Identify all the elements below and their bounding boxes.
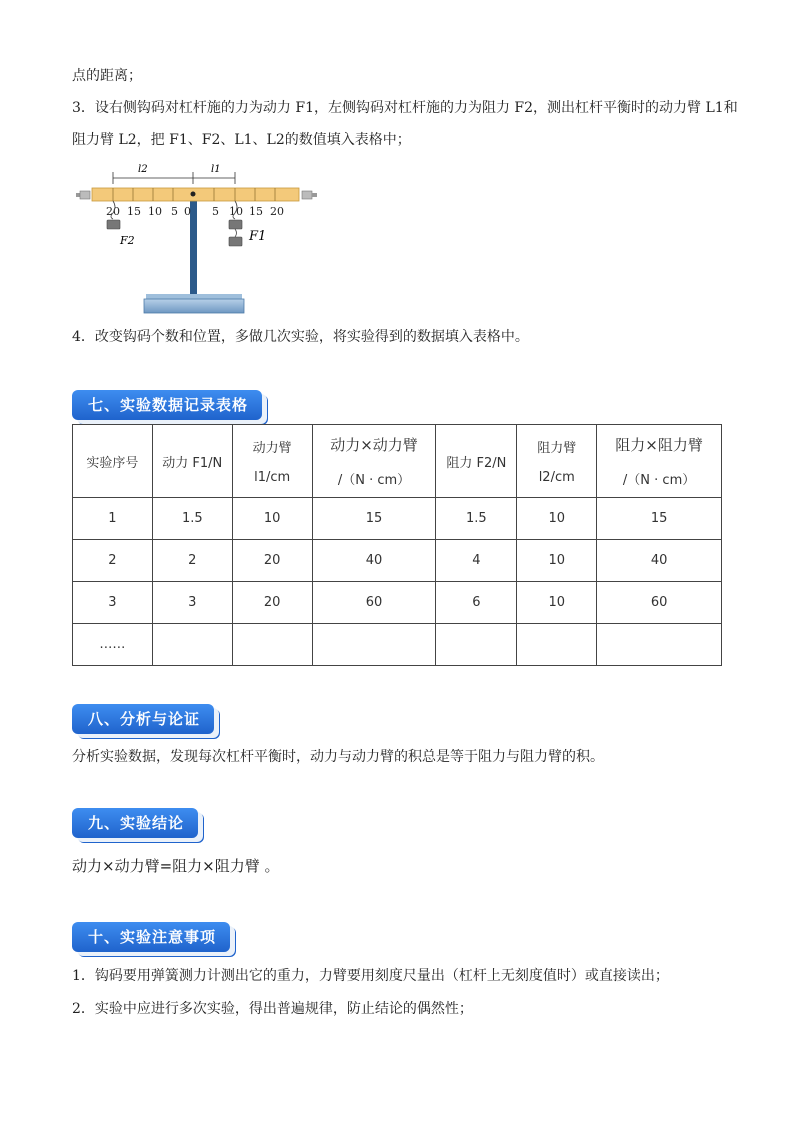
lever-beam bbox=[92, 188, 299, 201]
table-cell bbox=[312, 624, 436, 666]
conclusion-text: 动力×动力臂=阻力×阻力臂 。 bbox=[72, 857, 280, 875]
lever-apparatus-figure bbox=[72, 160, 332, 320]
left-nut bbox=[80, 191, 90, 199]
table-row bbox=[73, 498, 722, 540]
stand-pole bbox=[190, 190, 197, 294]
table-header-row bbox=[73, 425, 722, 498]
table-cell: 15 bbox=[597, 498, 722, 540]
label-l2: l2 bbox=[138, 164, 148, 175]
header-effort-force: 动力 F1/N bbox=[152, 425, 232, 498]
label-l1: l1 bbox=[211, 164, 221, 175]
table-cell: 10 bbox=[517, 540, 597, 582]
stand-base bbox=[144, 299, 244, 313]
table-row bbox=[73, 540, 722, 582]
base-top bbox=[146, 294, 242, 299]
table-cell bbox=[597, 624, 722, 666]
table-cell: 2 bbox=[152, 540, 232, 582]
table-row bbox=[73, 582, 722, 624]
table-cell bbox=[517, 624, 597, 666]
note-1: 1．钩码要用弹簧测力计测出它的重力，力臂要用刻度尺量出（杠杆上无刻度值时）或直接读出； bbox=[72, 968, 669, 984]
analysis-text: 分析实验数据，发现每次杠杆平衡时，动力与动力臂的积总是等于阻力与阻力臂的积。 bbox=[72, 749, 604, 765]
table-cell: 60 bbox=[597, 582, 722, 624]
table-cell: 40 bbox=[312, 540, 436, 582]
experiment-data-table bbox=[72, 424, 722, 666]
table-cell: 3 bbox=[152, 582, 232, 624]
table-cell: 40 bbox=[597, 540, 722, 582]
scale-left-5: 5 bbox=[171, 205, 178, 218]
section-8-label: 八、分析与论证 bbox=[72, 704, 214, 734]
table-row bbox=[73, 624, 722, 666]
scale-right-5: 5 bbox=[212, 205, 219, 218]
table-cell: 2 bbox=[73, 540, 153, 582]
scale-left-15: 15 bbox=[127, 205, 141, 218]
table-cell: 10 bbox=[517, 582, 597, 624]
table-cell: 1.5 bbox=[436, 498, 517, 540]
header-effort-arm: 动力臂 l1/cm bbox=[232, 425, 312, 498]
table-cell: 60 bbox=[312, 582, 436, 624]
table-cell bbox=[152, 624, 232, 666]
section-9-label: 九、实验结论 bbox=[72, 808, 198, 838]
table-cell: 6 bbox=[436, 582, 517, 624]
scale-left-10: 10 bbox=[148, 205, 162, 218]
table-cell bbox=[232, 624, 312, 666]
note-2: 2．实验中应进行多次实验，得出普遍规律，防止结论的偶然性； bbox=[72, 1001, 473, 1017]
table-cell: 20 bbox=[232, 582, 312, 624]
table-cell: …… bbox=[73, 624, 153, 666]
table-cell: 10 bbox=[232, 498, 312, 540]
right-nut bbox=[302, 191, 312, 199]
intro-line: 点的距离； bbox=[72, 68, 142, 84]
table-cell: 1 bbox=[73, 498, 153, 540]
label-f2: F2 bbox=[120, 234, 135, 247]
step-3-text-cont: 阻力臂 L2，把 F1、F2、L1、L2的数值填入表格中； bbox=[72, 132, 411, 148]
section-10-label: 十、实验注意事项 bbox=[72, 922, 230, 952]
step-4-text: 4．改变钩码个数和位置，多做几次实验，将实验得到的数据填入表格中。 bbox=[72, 329, 529, 345]
scale-zero: 0 bbox=[184, 205, 191, 218]
table-cell bbox=[436, 624, 517, 666]
pivot bbox=[191, 192, 196, 197]
header-load-arm: 阻力臂 l2/cm bbox=[517, 425, 597, 498]
header-trial-no: 实验序号 bbox=[73, 425, 153, 498]
scale-right-15: 15 bbox=[249, 205, 263, 218]
scale-right-10: 10 bbox=[229, 205, 243, 218]
table-cell: 20 bbox=[232, 540, 312, 582]
label-f1: F1 bbox=[249, 229, 267, 244]
scale-right-20: 20 bbox=[270, 205, 284, 218]
section-7-label: 七、实验数据记录表格 bbox=[72, 390, 262, 420]
table-cell: 10 bbox=[517, 498, 597, 540]
table-cell: 4 bbox=[436, 540, 517, 582]
step-3-text: 3．设右侧钩码对杠杆施的力为动力 F1，左侧钩码对杠杆施的力为阻力 F2，测出杠杆平衡时的动力臂 L1和 bbox=[72, 100, 738, 116]
table-cell: 15 bbox=[312, 498, 436, 540]
table-cell: 1.5 bbox=[152, 498, 232, 540]
table-cell: 3 bbox=[73, 582, 153, 624]
header-effort-product: 动力×动力臂 /（N · cm） bbox=[312, 425, 436, 498]
scale-left-20: 20 bbox=[106, 205, 120, 218]
header-load-product: 阻力×阻力臂 /（N · cm） bbox=[597, 425, 722, 498]
header-load-force: 阻力 F2/N bbox=[436, 425, 517, 498]
